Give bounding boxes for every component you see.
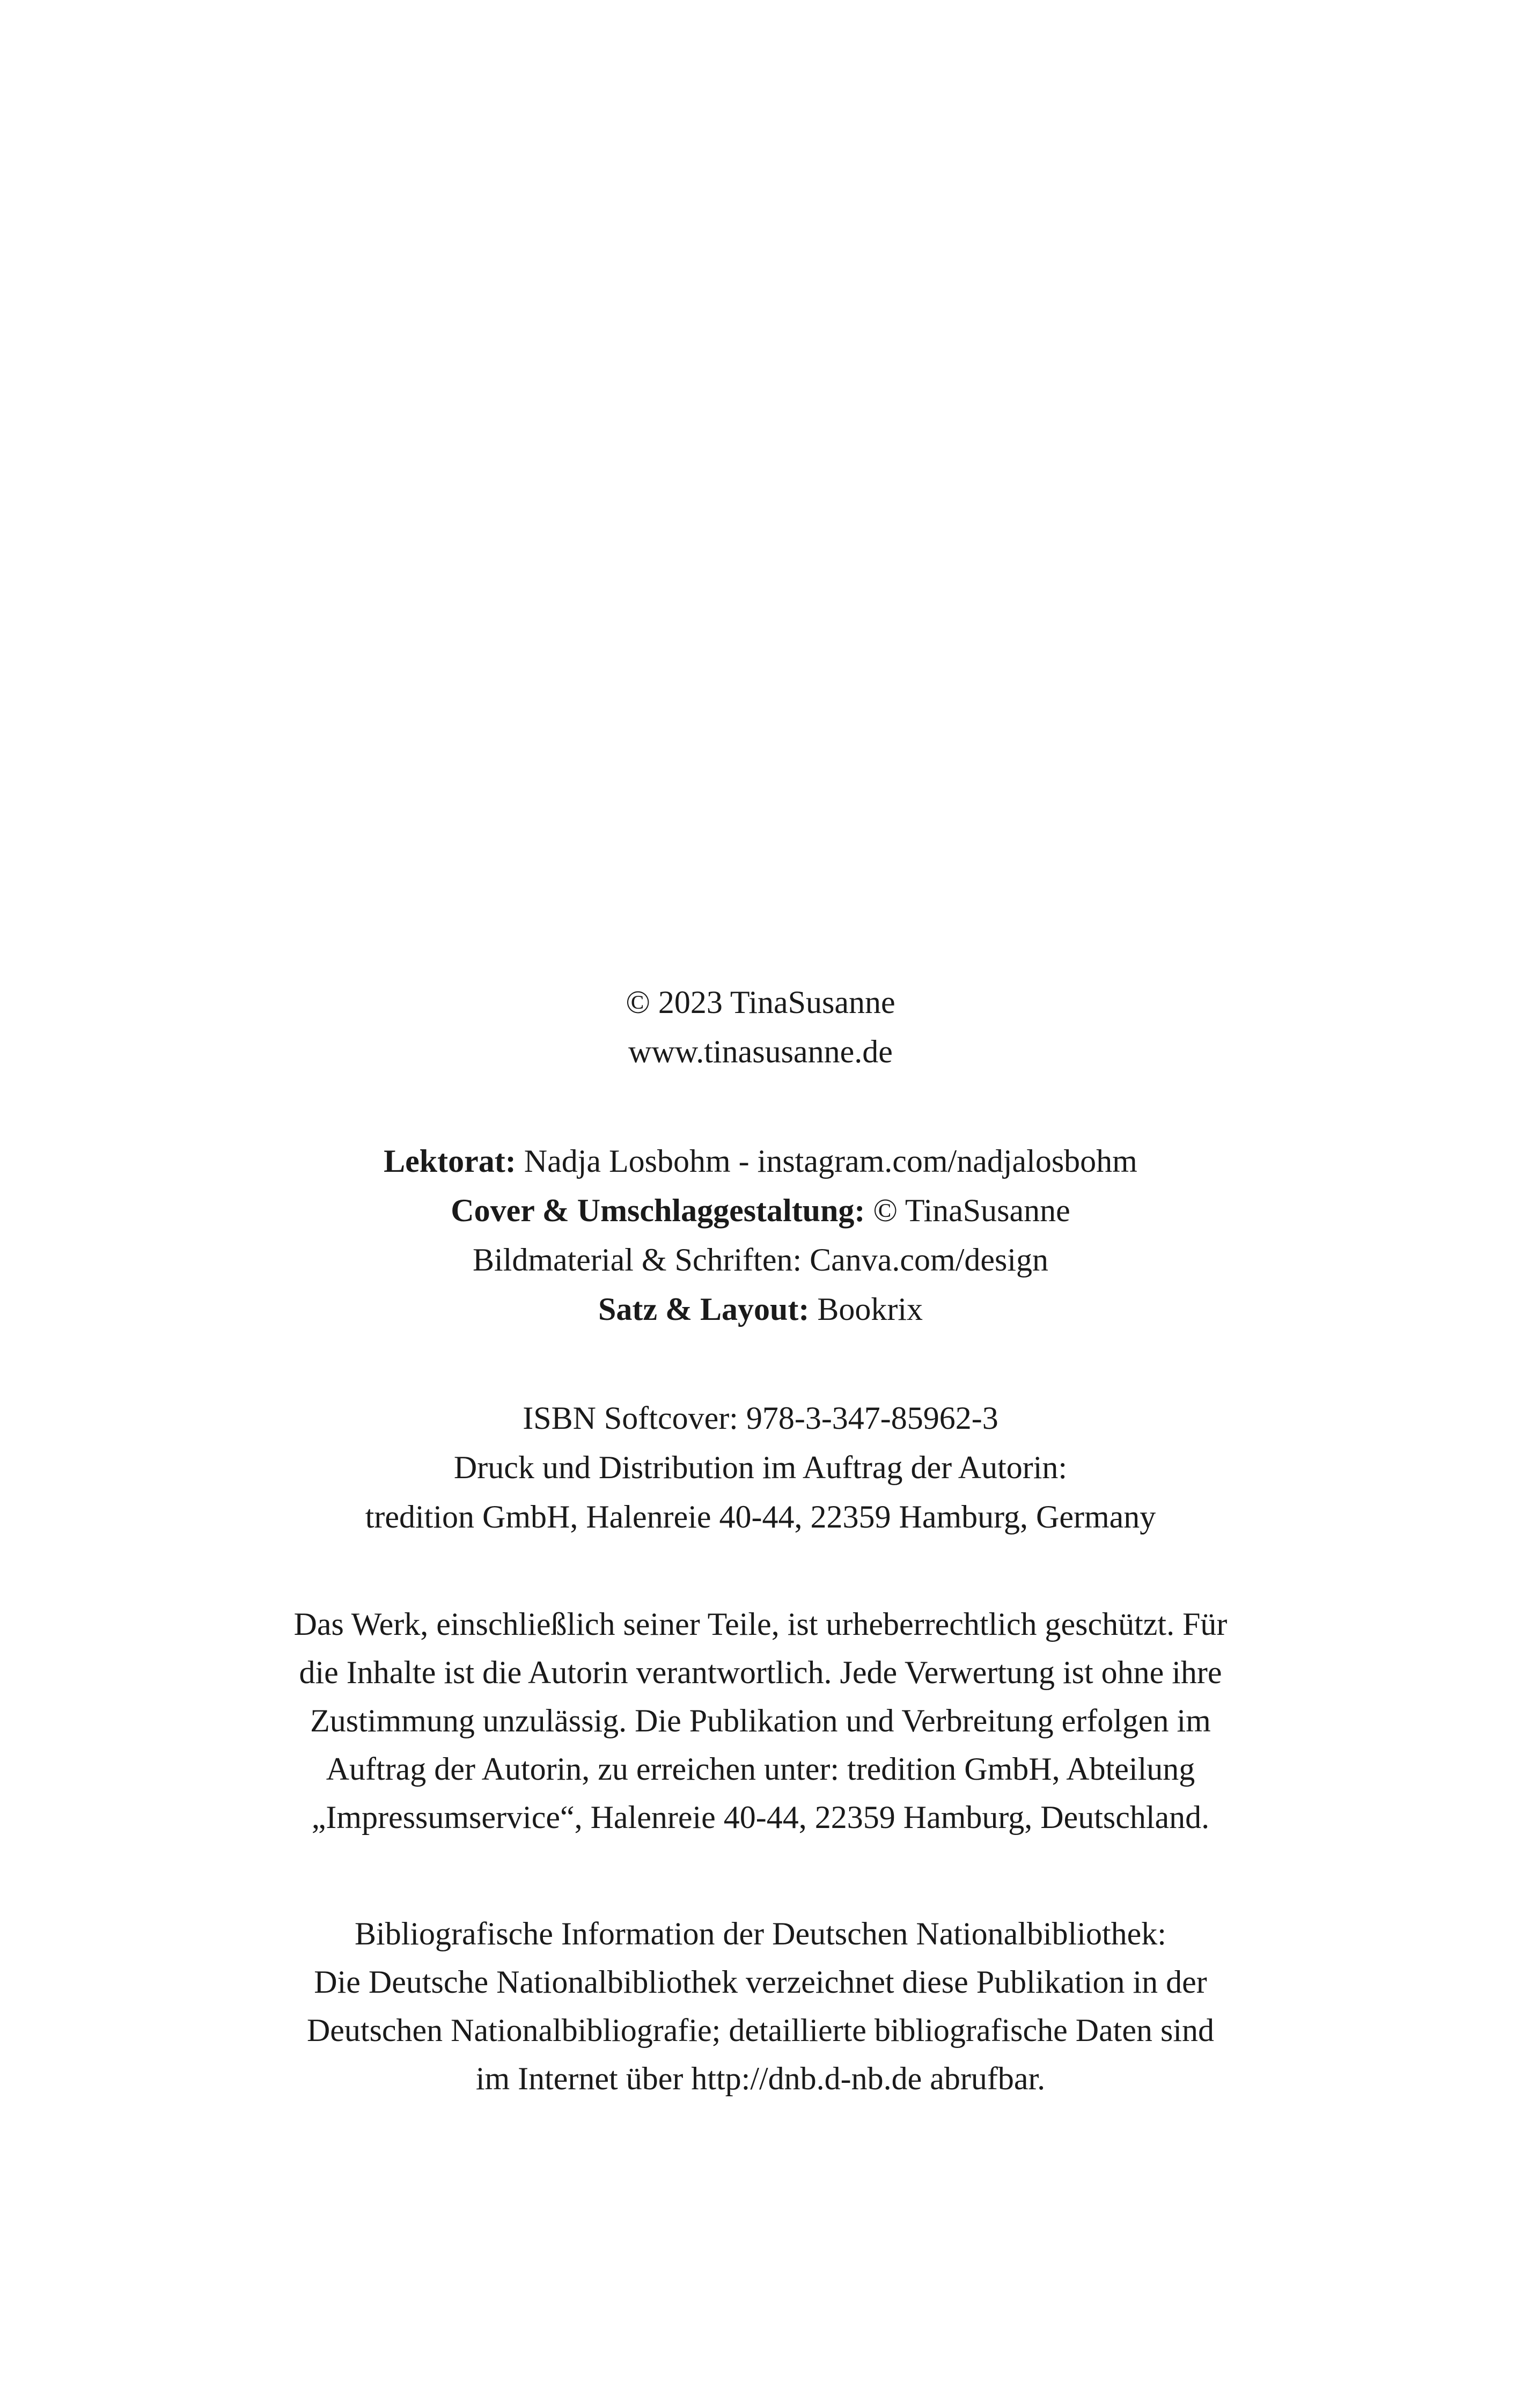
legal-line: „Impressumservice“, Halenreie 40-44, 22359 Hamburg, Deutschland. [311, 1800, 1210, 1835]
publishing-block [0, 1393, 1521, 1541]
lektorat-label: Lektorat: [384, 1143, 516, 1179]
legal-line: die Inhalte ist die Autorin verantwortlich. Jede Verwertung ist ohne ihre [299, 1655, 1222, 1690]
legal-line: Das Werk, einschließlich seiner Teile, ist urheberrechtlich geschützt. Für [293, 1606, 1228, 1642]
lektorat-line [0, 1136, 1521, 1186]
bibliographic-line: Bibliografische Information der Deutschen Nationalbibliothek: [355, 1916, 1166, 1951]
satz-line [0, 1284, 1521, 1334]
website-line: www.tinasusanne.de [628, 1034, 893, 1069]
legal-line: Auftrag der Autorin, zu erreichen unter: tredition GmbH, Abteilung [326, 1751, 1195, 1787]
cover-label: Cover & Umschlaggestaltung: [451, 1193, 865, 1228]
isbn-line: ISBN Softcover: 978-3-347-85962-3 [523, 1400, 998, 1436]
copyright-line: © 2023 TinaSusanne [626, 985, 895, 1020]
satz-value: Bookrix [809, 1291, 923, 1327]
copyright-block [0, 978, 1521, 1076]
druck-line: Druck und Distribution im Auftrag der Autorin: [453, 1450, 1068, 1485]
bibliographic-line: Deutschen Nationalbibliografie; detaillierte bibliografische Daten sind [306, 2013, 1215, 2048]
satz-label: Satz & Layout: [598, 1291, 810, 1327]
address-line: tredition GmbH, Halenreie 40-44, 22359 Hamburg, Germany [365, 1499, 1156, 1535]
bildmaterial-line: Bildmaterial & Schriften: Canva.com/design [472, 1242, 1049, 1278]
cover-line [0, 1186, 1521, 1235]
legal-block [0, 1600, 1521, 1841]
bibliographic-line: im Internet über http://dnb.d-nb.de abrufbar. [475, 2061, 1046, 2096]
legal-line: Zustimmung unzulässig. Die Publikation und Verbreitung erfolgen im [310, 1703, 1211, 1738]
cover-value: © TinaSusanne [865, 1193, 1070, 1228]
bibliographic-block [0, 1910, 1521, 2103]
lektorat-value: Nadja Losbohm - instagram.com/nadjalosbohm [516, 1143, 1137, 1179]
bibliographic-line: Die Deutsche Nationalbibliothek verzeichnet diese Publikation in der [314, 1964, 1207, 2000]
credits-block [0, 1136, 1521, 1334]
